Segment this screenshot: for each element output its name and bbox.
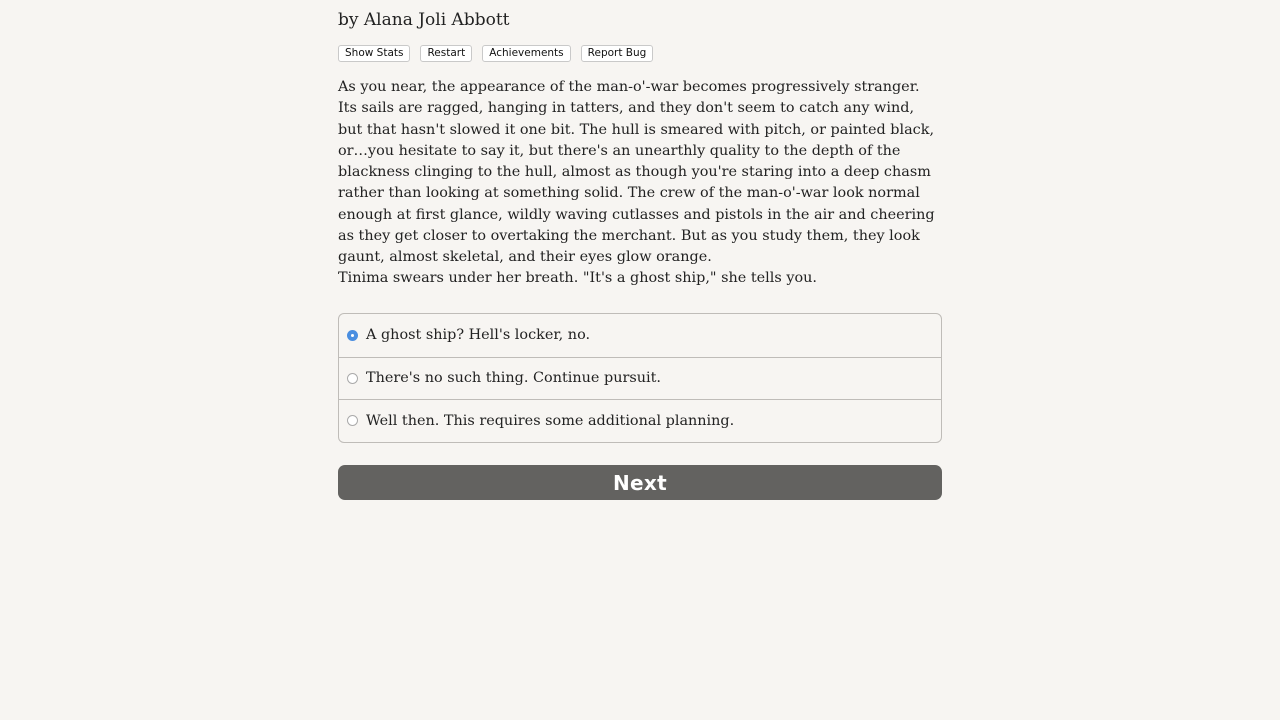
choice-label: There's no such thing. Continue pursuit. (366, 370, 661, 387)
choice-label: Well then. This requires some additional planning. (366, 412, 735, 429)
achievements-button[interactable]: Achievements (482, 45, 570, 62)
show-stats-button[interactable]: Show Stats (338, 45, 410, 62)
radio-selected-icon[interactable] (347, 330, 358, 341)
choice-option[interactable] (339, 357, 941, 400)
choice-option[interactable] (339, 314, 941, 357)
author-byline: by Alana Joli Abbott (338, 10, 510, 30)
choice-list (338, 313, 942, 443)
report-bug-button[interactable]: Report Bug (581, 45, 654, 62)
story-paragraph: Tinima swears under her breath. "It's a ghost ship," she tells you. (338, 270, 817, 286)
radio-icon[interactable] (347, 415, 358, 426)
story-paragraph: As you near, the appearance of the man-o'-war becomes progressively stranger. Its sails are ragged, hanging in tatters, and they don't seem to catch any wind, but that hasn't slowed it one bit. The hull is smeared with pitch, or painted black, or…you hesitate to say it, but there's an unearthly quality to the depth of the blackness clinging to the hull, almost as though you're staring into a deep chasm rather than looking at something solid. The crew of the man-o'-war look normal enough at first glance, wildly waving cutlasses and pistols in the air and cheering as they get closer to overtaking the merchant. But as you study them, they look gaunt, almost skeletal, and their eyes glow orange. (338, 79, 935, 266)
radio-icon[interactable] (347, 373, 358, 384)
choice-label: A ghost ship? Hell's locker, no. (366, 327, 591, 344)
restart-button[interactable]: Restart (420, 45, 472, 62)
next-button[interactable]: Next (338, 465, 942, 500)
choice-option[interactable] (339, 399, 941, 442)
toolbar (338, 45, 653, 62)
